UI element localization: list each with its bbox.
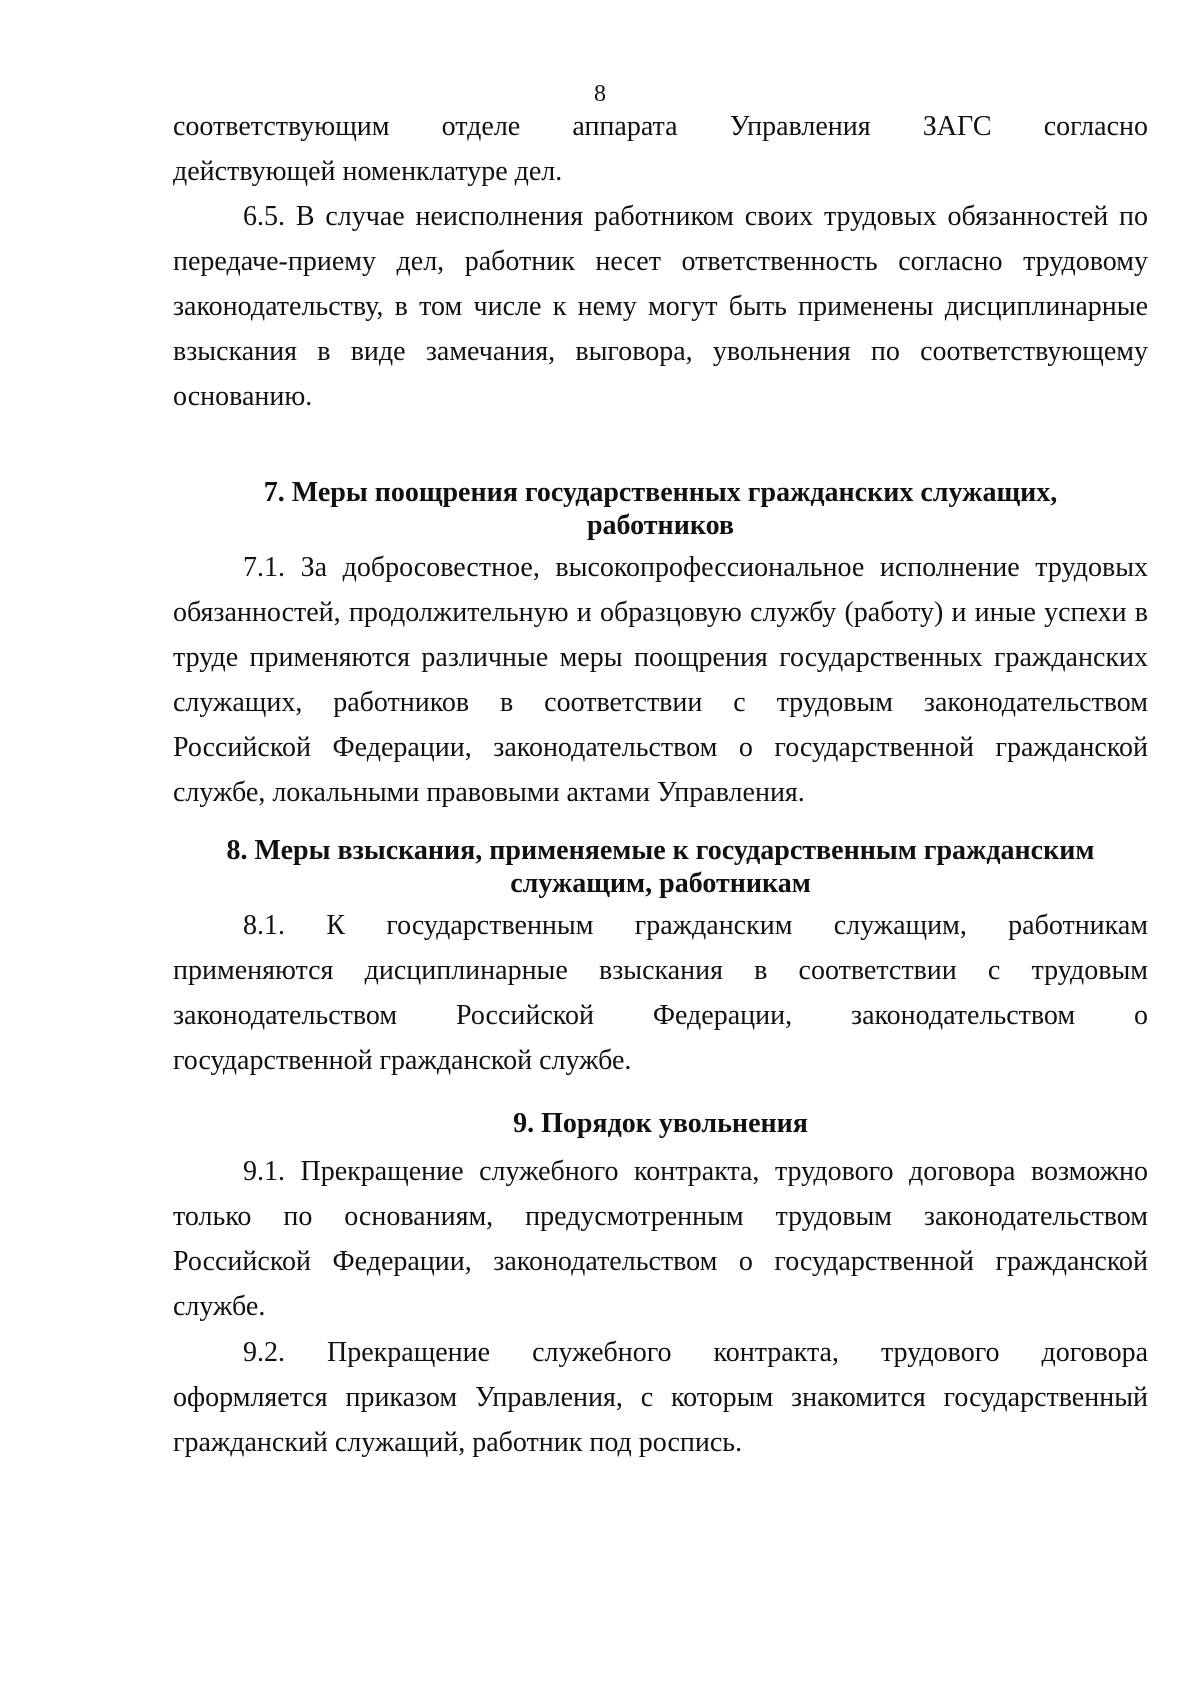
- paragraph-9-1-line: службе.: [173, 1291, 266, 1322]
- paragraph-7-1-line: служащих, работников в соответствии с трудовым законодательством: [173, 687, 1148, 718]
- paragraph-9-2-line: гражданский служащий, работник под роспись.: [173, 1427, 743, 1458]
- text-line: соответствующим отделе аппарата Управления ЗАГС согласно: [173, 111, 1148, 142]
- paragraph-8-1-line: 8.1. К государственным гражданским служащим, работникам: [243, 910, 1148, 941]
- paragraph-7-1-line: 7.1. За добросовестное, высокопрофессиональное исполнение трудовых: [243, 552, 1148, 583]
- paragraph-7-1-line: службе, локальными правовыми актами Управления.: [173, 777, 805, 808]
- paragraph-6-5-line: основанию.: [173, 381, 313, 412]
- paragraph-9-1-line: только по основаниям, предусмотренным трудовым законодательством: [173, 1201, 1148, 1232]
- paragraph-8-1-line: государственной гражданской службе.: [173, 1045, 632, 1076]
- paragraph-7-1-line: обязанностей, продолжительную и образцовую службу (работу) и иные успехи в: [173, 597, 1148, 628]
- page-number: 8: [594, 81, 606, 107]
- paragraph-9-1-line: 9.1. Прекращение служебного контракта, трудового договора возможно: [243, 1156, 1148, 1187]
- paragraph-8-1-line: применяются дисциплинарные взыскания в соответствии с трудовым: [173, 955, 1148, 986]
- section-8-heading: служащим, работникам: [510, 868, 811, 899]
- paragraph-6-5-line: взыскания в виде замечания, выговора, увольнения по соответствующему: [173, 336, 1148, 367]
- paragraph-9-2-line: оформляется приказом Управления, с которым знакомится государственный: [173, 1382, 1148, 1413]
- section-7-heading: 7. Меры поощрения государственных гражданских служащих,: [263, 477, 1058, 508]
- paragraph-7-1-line: Российской Федерации, законодательством о государственной гражданской: [173, 732, 1148, 763]
- section-9-heading: 9. Порядок увольнения: [513, 1108, 808, 1139]
- section-8-heading: 8. Меры взыскания, применяемые к государственным гражданским: [226, 835, 1095, 866]
- paragraph-8-1-line: законодательством Российской Федерации, законодательством о: [173, 1000, 1148, 1031]
- paragraph-7-1-line: труде применяются различные меры поощрения государственных гражданских: [173, 642, 1148, 673]
- paragraph-6-5-line: 6.5. В случае неисполнения работником своих трудовых обязанностей по: [243, 201, 1148, 232]
- paragraph-6-5-line: передаче-приему дел, работник несет ответственность согласно трудовому: [173, 246, 1148, 277]
- section-7-heading: работников: [586, 510, 735, 541]
- paragraph-6-5-line: законодательству, в том числе к нему могут быть применены дисциплинарные: [173, 291, 1148, 322]
- text-line: действующей номенклатуре дел.: [173, 156, 563, 187]
- paragraph-9-1-line: Российской Федерации, законодательством о государственной гражданской: [173, 1246, 1148, 1277]
- paragraph-9-2-line: 9.2. Прекращение служебного контракта, трудового договора: [243, 1337, 1148, 1368]
